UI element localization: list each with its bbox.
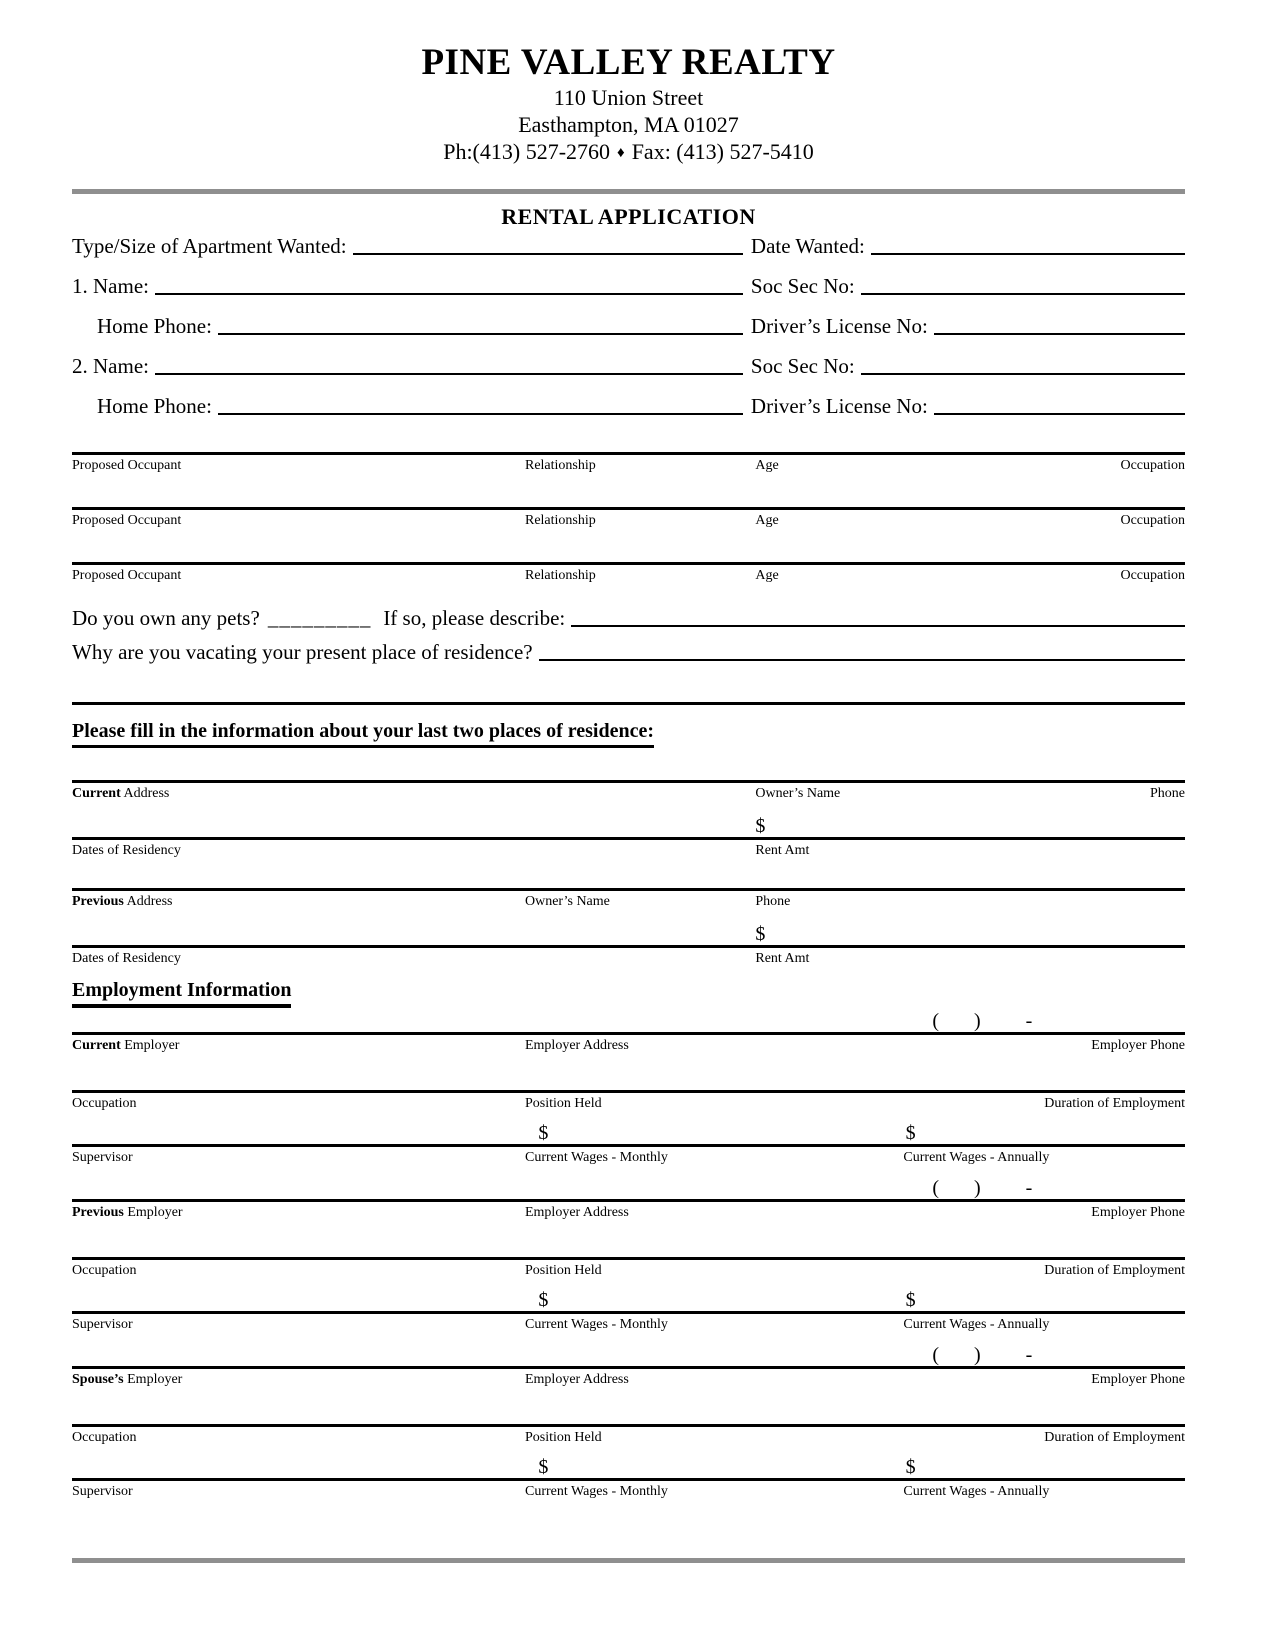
date-wanted-field[interactable]: [871, 251, 1185, 255]
age-label: Age: [755, 458, 779, 473]
company-phone-fax: [72, 138, 1185, 167]
employer-phone-label: Employer Phone: [1091, 1205, 1185, 1220]
current-rent-entry-line[interactable]: [72, 837, 1185, 840]
applicant1-ssn-label: Soc Sec No:: [750, 274, 855, 298]
position-held-label: Position Held: [524, 1430, 602, 1445]
position-held-label: Position Held: [524, 1263, 602, 1278]
pets-describe-field[interactable]: [571, 623, 1185, 627]
wages-monthly-label: Current Wages - Monthly: [524, 1150, 668, 1165]
occupant2-entry-line[interactable]: [72, 507, 1185, 510]
employer-address-label: Employer Address: [524, 1372, 629, 1387]
applicant1-home-phone-field[interactable]: [218, 331, 743, 335]
spouse-employer-entry-line[interactable]: [72, 1366, 1185, 1369]
applicant1-license-label: Driver’s License No:: [750, 314, 928, 338]
relationship-label: Relationship: [524, 568, 596, 583]
spouse-employer-block: [72, 1342, 1185, 1501]
proposed-occupant-row: [72, 562, 1185, 585]
applicant1-name-field[interactable]: [155, 291, 743, 295]
applicant2-ssn-label: Soc Sec No:: [750, 354, 855, 378]
proposed-occupant-label: Proposed Occupant: [72, 513, 182, 528]
applicant2-home-phone-label: Home Phone:: [97, 394, 212, 418]
age-label: Age: [755, 513, 779, 528]
apartment-type-field[interactable]: [353, 251, 743, 255]
applicant2-name-row: [72, 353, 1185, 379]
duration-of-employment-label: Duration of Employment: [1044, 1263, 1185, 1278]
pets-answer-field[interactable]: _________: [267, 606, 372, 630]
dates-of-residency-label: Dates of Residency: [72, 951, 181, 966]
pets-describe-label: If so, please describe:: [383, 606, 566, 630]
proposed-occupant-label: Proposed Occupant: [72, 568, 182, 583]
applicant2-license-field[interactable]: [934, 411, 1185, 415]
wages-annually-label: Current Wages - Annually: [903, 1150, 1050, 1165]
spouse-occupation-entry-line[interactable]: [72, 1424, 1185, 1427]
vacating-question-label: Why are you vacating your present place of residence?: [72, 640, 533, 664]
previous-rent-entry-line[interactable]: [72, 945, 1185, 948]
apartment-type-row: [72, 233, 1185, 259]
dollar-sign: $: [538, 1122, 549, 1144]
dollar-sign: $: [755, 923, 766, 945]
dates-of-residency-label: Dates of Residency: [72, 843, 181, 858]
previous-employer-block: [72, 1175, 1185, 1334]
previous-address-label: Previous Address: [72, 894, 173, 909]
vacating-reason-field[interactable]: [539, 657, 1185, 661]
previous-address-entry-line[interactable]: [72, 888, 1185, 891]
current-employer-block: [72, 1008, 1185, 1167]
header-divider: [72, 189, 1185, 194]
applicant1-ssn-field[interactable]: [861, 291, 1185, 295]
employer-phone-label: Employer Phone: [1091, 1038, 1185, 1053]
phone-format-hint: ( ) -: [932, 1010, 1033, 1032]
applicant2-phone-row: [72, 393, 1185, 419]
duration-of-employment-label: Duration of Employment: [1044, 1430, 1185, 1445]
applicant1-name-label: 1. Name:: [72, 274, 149, 298]
proposed-occupant-row: [72, 452, 1185, 475]
occupant1-entry-line[interactable]: [72, 452, 1185, 455]
wages-monthly-label: Current Wages - Monthly: [524, 1484, 668, 1499]
phone-format-hint: ( ) -: [932, 1177, 1033, 1199]
applicant1-home-phone-label: Home Phone:: [97, 314, 212, 338]
dollar-sign: $: [538, 1456, 549, 1478]
applicant1-phone-row: [72, 313, 1185, 339]
proposed-occupant-label: Proposed Occupant: [72, 458, 182, 473]
dollar-sign: $: [755, 815, 766, 837]
spouse-wages-entry-line[interactable]: [72, 1478, 1185, 1481]
pets-question-label: Do you own any pets?: [72, 606, 260, 630]
previous-employer-label: Previous Employer: [72, 1205, 183, 1220]
current-wages-entry-line[interactable]: [72, 1144, 1185, 1147]
occupation-label: Occupation: [72, 1096, 137, 1111]
dollar-sign: $: [538, 1289, 549, 1311]
vacating-row: [72, 639, 1185, 665]
wages-annually-label: Current Wages - Annually: [903, 1317, 1050, 1332]
footer-divider: [72, 1558, 1185, 1563]
occupation-label: Occupation: [72, 1263, 137, 1278]
wages-annually-label: Current Wages - Annually: [903, 1484, 1050, 1499]
position-held-label: Position Held: [524, 1096, 602, 1111]
vacating-reason-second-line[interactable]: [72, 702, 1185, 705]
duration-of-employment-label: Duration of Employment: [1044, 1096, 1185, 1111]
current-residence-block: [72, 780, 1185, 860]
relationship-label: Relationship: [524, 458, 596, 473]
relationship-label: Relationship: [524, 513, 596, 528]
applicant2-ssn-field[interactable]: [861, 371, 1185, 375]
company-name: PINE VALLEY REALTY: [421, 42, 836, 83]
date-wanted-label: Date Wanted:: [750, 234, 865, 258]
occupation-label: Occupation: [72, 1430, 137, 1445]
proposed-occupant-row: [72, 507, 1185, 530]
company-phone: Ph:(413) 527-2760: [443, 139, 611, 164]
previous-residence-block: [72, 888, 1185, 968]
spouse-employer-label: Spouse’s Employer: [72, 1372, 183, 1387]
dollar-sign: $: [905, 1289, 916, 1311]
applicant2-name-label: 2. Name:: [72, 354, 149, 378]
previous-wages-entry-line[interactable]: [72, 1311, 1185, 1314]
dollar-sign: $: [905, 1122, 916, 1144]
occupation-label: Occupation: [1120, 568, 1185, 583]
occupation-label: Occupation: [1120, 513, 1185, 528]
supervisor-label: Supervisor: [72, 1317, 133, 1332]
company-fax: Fax: (413) 527-5410: [631, 139, 814, 164]
applicant1-license-field[interactable]: [934, 331, 1185, 335]
employer-address-label: Employer Address: [524, 1205, 629, 1220]
current-employer-label: Current Employer: [72, 1038, 180, 1053]
owners-name-label: Owner’s Name: [755, 786, 841, 801]
employer-address-label: Employer Address: [524, 1038, 629, 1053]
employment-section-heading: Employment Information: [72, 978, 291, 1008]
current-address-label: Current Address: [72, 786, 170, 801]
letterhead: [72, 42, 1185, 167]
form-title: RENTAL APPLICATION: [501, 204, 756, 229]
current-address-entry-line[interactable]: [72, 780, 1185, 783]
previous-employer-entry-line[interactable]: [72, 1199, 1185, 1202]
applicant2-name-field[interactable]: [155, 371, 743, 375]
residence-section-heading: Please fill in the information about your last two places of residence:: [72, 719, 654, 748]
occupation-label: Occupation: [1120, 458, 1185, 473]
diamond-separator-icon: ♦: [617, 145, 625, 161]
phone-label: Phone: [1150, 786, 1185, 801]
apartment-type-label: Type/Size of Apartment Wanted:: [72, 234, 347, 258]
owners-name-label: Owner’s Name: [524, 894, 610, 909]
phone-label: Phone: [755, 894, 791, 909]
employer-phone-label: Employer Phone: [1091, 1372, 1185, 1387]
applicant2-home-phone-field[interactable]: [218, 411, 743, 415]
current-occupation-entry-line[interactable]: [72, 1090, 1185, 1093]
applicant2-license-label: Driver’s License No:: [750, 394, 928, 418]
rent-amt-label: Rent Amt: [755, 951, 810, 966]
previous-occupation-entry-line[interactable]: [72, 1257, 1185, 1260]
occupant3-entry-line[interactable]: [72, 562, 1185, 565]
current-employer-entry-line[interactable]: [72, 1032, 1185, 1035]
pets-row: [72, 605, 1185, 631]
applicant1-name-row: [72, 273, 1185, 299]
company-city-state: Easthampton, MA 01027: [518, 112, 739, 137]
wages-monthly-label: Current Wages - Monthly: [524, 1317, 668, 1332]
age-label: Age: [755, 568, 779, 583]
rent-amt-label: Rent Amt: [755, 843, 810, 858]
phone-format-hint: ( ) -: [932, 1344, 1033, 1366]
company-street: 110 Union Street: [553, 85, 704, 110]
supervisor-label: Supervisor: [72, 1484, 133, 1499]
dollar-sign: $: [905, 1456, 916, 1478]
supervisor-label: Supervisor: [72, 1150, 133, 1165]
